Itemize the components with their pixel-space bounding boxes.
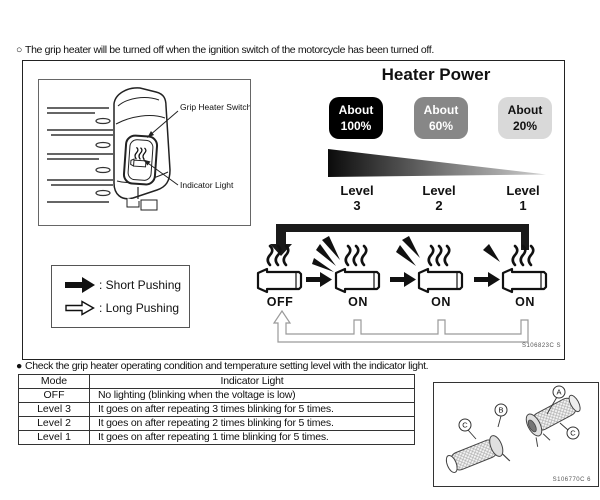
header-mode: Mode [19,375,90,389]
mode-cell: OFF [19,389,90,403]
short-push-arrow-icon [390,272,416,287]
grip-parts-illustration [434,383,598,486]
power-badge-60 [414,97,468,139]
heater-power-title: Heater Power [381,65,491,84]
table-row [19,417,415,431]
mode-cycle-diagram [256,216,566,346]
legend-short-push [65,277,189,293]
callout-c-left [459,419,471,431]
svg-text:C: C [462,420,468,430]
level-1-label: Level 1 [506,183,540,213]
callout-c-right [567,427,579,439]
long-push-return-path [274,311,528,342]
push-legend [51,265,190,328]
intro-note [16,44,434,56]
heater-diagram-panel [22,60,565,360]
short-push-arrow-icon [474,272,500,287]
desc-cell: It goes on after repeating 1 time blinking for 5 times. [90,431,415,445]
grip-heater-button [123,135,157,185]
grip-parts-figure [433,382,599,487]
table-row [19,431,415,445]
badge-value: 100% [340,119,372,133]
callout-b [495,404,507,416]
left-grip [443,433,509,483]
figure-code: S106770C 6 [552,477,591,483]
handlebar-lines [47,108,113,202]
badge-word: About [507,103,543,117]
legend-long-label: : Long Pushing [99,301,180,315]
indicator-light-table [18,374,415,445]
blink-rays-2 [396,236,420,266]
badge-word: About [423,103,459,117]
legend-long-push [65,300,189,316]
badge-value: 20% [512,119,538,133]
blink-rays-3 [312,236,340,272]
outline-arrow-icon [65,300,95,316]
switch-diagram-box [38,79,251,226]
table-row [19,389,415,403]
check-note-text: Check the grip heater operating condition and temperature setting level with the indicator light. [25,360,429,372]
legend-short-label: : Short Pushing [99,278,182,292]
level-2-label: Level 2 [422,183,456,213]
state-on-label: ON [515,295,535,309]
right-grip [522,391,588,447]
grip-on-level2-icon [419,246,462,292]
badge-value: 60% [428,119,454,133]
svg-text:A: A [556,387,562,397]
switch-illustration [39,80,250,225]
intro-note-text: The grip heater will be turned off when the ignition switch of the motorcycle has been turned off. [25,44,434,56]
check-note [16,360,428,372]
dot-bullet-icon: ● [16,360,22,372]
desc-cell: It goes on after repeating 2 times blinking for 5 times. [90,417,415,431]
blink-rays-1 [483,244,500,262]
header-indicator-light: Indicator Light [90,375,415,389]
callout-a [553,386,565,398]
svg-text:B: B [498,405,504,415]
grip-off-icon [258,246,301,292]
grip-on-level3-icon [336,246,379,292]
desc-cell: It goes on after repeating 3 times blinking for 5 times. [90,403,415,417]
mode-cell: Level 2 [19,417,90,431]
power-badge-20 [498,97,552,139]
power-gradient-wedge [328,149,546,177]
grip-on-level1-icon [503,246,546,292]
desc-cell: No lighting (blinking when the voltage is low) [90,389,415,403]
svg-text:C: C [570,428,576,438]
solid-arrow-icon [65,277,95,293]
indicator-callout-label: Indicator Light [180,180,234,190]
short-push-arrow-icon [306,272,332,287]
table-row [19,403,415,417]
figure-code: S106823C S [521,343,561,349]
badge-word: About [338,103,374,117]
state-on-label: ON [348,295,368,309]
table-header-row [19,375,415,389]
state-off-label: OFF [266,295,294,309]
mode-cell: Level 3 [19,403,90,417]
switch-callout-label: Grip Heater Switch [180,102,250,112]
mode-cell: Level 1 [19,431,90,445]
level-3-label: Level 3 [340,183,374,213]
state-on-label: ON [431,295,451,309]
circle-bullet-icon: ○ [16,44,22,56]
power-badge-100 [329,97,383,139]
